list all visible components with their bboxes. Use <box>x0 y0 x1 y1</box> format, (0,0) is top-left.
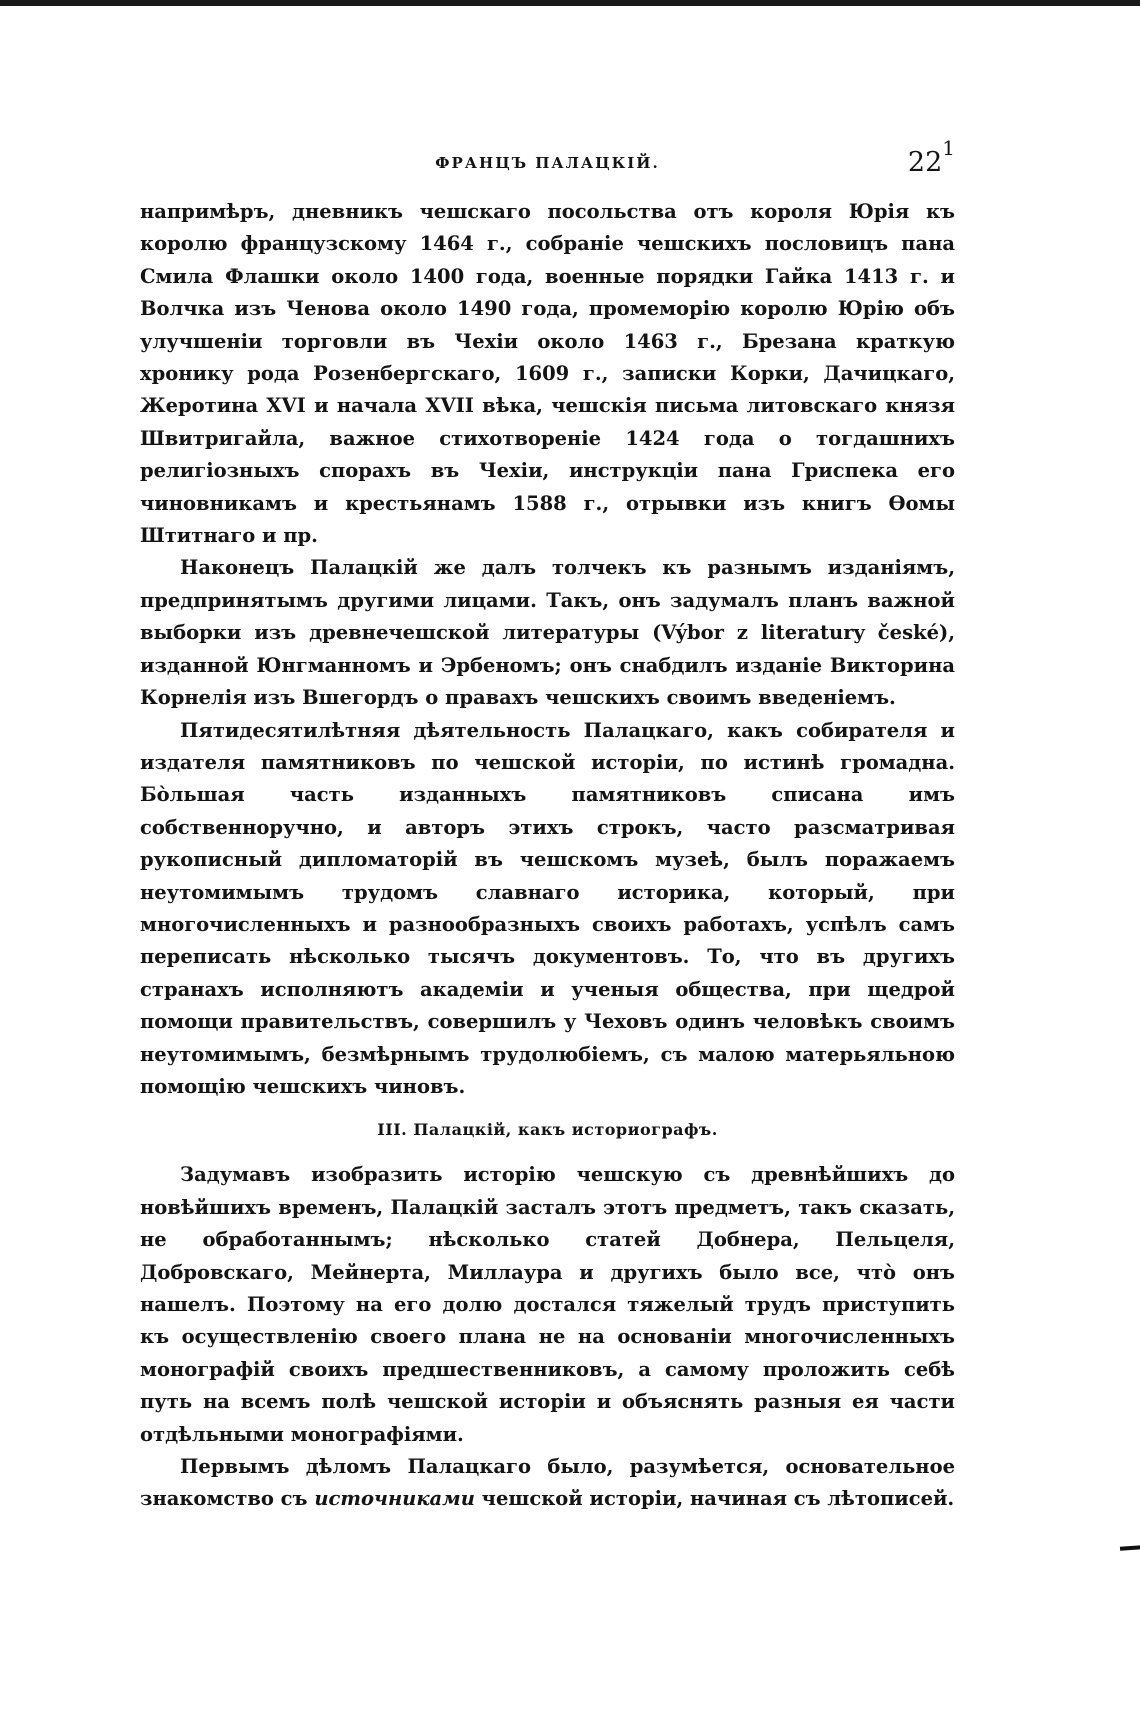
section-paragraph-1: Задумавъ изобразить исторію чешскую съ древнѣйшихъ до новѣйшихъ временъ, Палацкій засталъ этотъ предметъ, такъ сказать, не обработаннымъ; нѣсколько статей Добнера, Пельцеля, Добровскаго, Мейнерта, Миллаура и другихъ было все, что̀ онъ нашелъ. Поэтому на его долю достался тяжелый трудъ приступить къ осуществленію своего плана не на основаніи многочисленныхъ монографій своихъ предшественниковъ, а самому проложить себѣ путь на всемъ полѣ чешской исторіи и объяснять разныя ея части отдѣльными монографіями. <box>140 1163 955 1446</box>
page-number-superscript: 1 <box>942 136 955 160</box>
margin-mark <box>1120 1545 1140 1551</box>
paragraph-1: напримѣръ, дневникъ чешскаго посольства отъ короля Юрія къ королю французскому 1464 г., собраніе чешскихъ пословицъ пана Смила Флашки около 1400 года, военные порядки Гайка 1413 г. и Волчка изъ Ченова около 1490 года, промеморію королю Юрію объ улучшеніи торговли въ Чехіи около 1463 г., Брезана краткую хронику рода Розенбергскаго, 1609 г., записки Корки, Дачицкаго, Жеротина XVI и начала XVII вѣка, чешскія письма литовскаго князя Швитригайла, важное стихотвореніе 1424 года о тогдашнихъ религіозныхъ спорахъ въ Чехіи, инструкціи пана Гриспека его чиновникамъ и крестьянамъ 1588 г., отрывки изъ книгъ Ѳомы Штитнаго и пр. <box>140 200 955 548</box>
page-number <box>907 136 955 178</box>
section-paragraph-2-end: чешской исторіи, начиная съ лѣтописей. <box>474 1487 955 1511</box>
running-head <box>140 138 955 190</box>
emphasized-word: источниками <box>314 1487 475 1511</box>
body-text <box>140 196 955 1516</box>
running-title: ФРАНЦЪ ПАЛАЦКІЙ. <box>435 154 660 172</box>
book-page <box>140 138 955 1516</box>
section-heading: III. Палацкій, какъ историографъ. <box>377 1120 718 1140</box>
paragraph-2: Наконецъ Палацкій же далъ толчекъ къ разнымъ изданіямъ, предпринятымъ другими лицами. Такъ, онъ задумалъ планъ важной выборки изъ древнечешской литературы (Výbor z literatury české), изданной Юнгманномъ и Эрбеномъ; онъ снабдилъ изданіе Викторина Корнелія изъ Вшегордъ о правахъ чешскихъ своимъ введеніемъ. <box>140 556 955 710</box>
section-paragraph-2 <box>140 1451 955 1516</box>
top-edge-rule <box>0 0 1140 6</box>
paragraph-3: Пятидесятилѣтняя дѣятельность Палацкаго, какъ собирателя и издателя памятниковъ по чешской исторіи, по истинѣ громадна. Бо̀льшая часть изданныхъ памятниковъ списана имъ собственноручно, и авторъ этихъ строкъ, часто разсматривая рукописный дипломаторій въ чешскомъ музеѣ, былъ поражаемъ неутомимымъ трудомъ славнаго историка, который, при многочисленныхъ и разнообразныхъ своихъ работахъ, успѣлъ самъ переписать нѣсколько тысячъ документовъ. То, что въ другихъ странахъ исполняютъ академіи и ученыя общества, при щедрой помощи правительствъ, совершилъ у Чеховъ одинъ человѣкъ своимъ неутомимымъ, безмѣрнымъ трудолюбіемъ, съ малою матерьяльною помощію чешскихъ чиновъ. <box>140 718 955 1098</box>
section-paragraph-2-start: Первымъ дѣломъ Палацкаго было, разумѣется, основательное знакомство съ <box>140 1455 955 1511</box>
page-number-main: 22 <box>907 147 943 178</box>
